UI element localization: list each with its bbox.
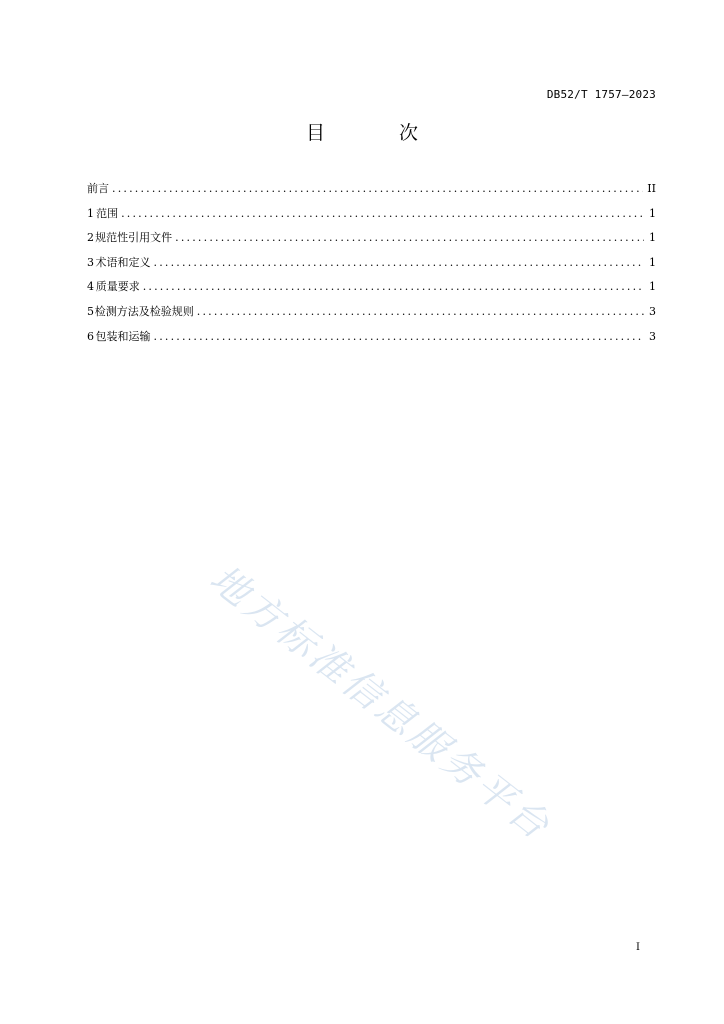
toc-leader-dots — [197, 305, 644, 318]
toc-entry-page: 3 — [649, 304, 656, 318]
toc-entry-preface[interactable] — [87, 180, 656, 205]
toc-entry-label: 规范性引用文件 — [95, 231, 173, 245]
toc-entry-page: 1 — [649, 231, 656, 245]
toc-entry-label: 前言 — [87, 182, 109, 195]
toc-entry-page: II — [647, 182, 656, 195]
toc-entry-page: 1 — [649, 255, 656, 269]
toc-entry-normative-references[interactable] — [87, 229, 656, 254]
toc-entry-scope[interactable] — [87, 205, 656, 230]
watermark: 地方标准信息服务平台 — [201, 556, 560, 850]
toc-entry-number: 2 — [87, 231, 94, 245]
page-title: 目 次 — [305, 122, 453, 144]
toc-entry-quality-requirements[interactable] — [87, 278, 656, 303]
toc-entry-page: 1 — [649, 280, 656, 294]
page-number: I — [636, 942, 640, 953]
toc-leader-dots — [154, 256, 644, 269]
toc-entry-label: 质量要求 — [95, 280, 140, 294]
toc-leader-dots — [112, 182, 643, 195]
toc-entry-number: 6 — [87, 329, 94, 343]
toc-leader-dots — [175, 231, 644, 244]
toc-entry-terms-definitions[interactable] — [87, 254, 656, 279]
document-number: DB52/T 1757—2023 — [546, 88, 656, 101]
toc-entry-test-methods[interactable] — [87, 303, 656, 328]
toc-leader-dots — [154, 330, 644, 343]
toc-entry-label: 术语和定义 — [95, 255, 151, 269]
toc-entry-label: 范围 — [96, 206, 119, 220]
toc-leader-dots — [143, 280, 644, 293]
toc-entry-page: 1 — [649, 206, 656, 220]
toc-entry-number: 5 — [87, 304, 94, 318]
toc-leader-dots — [121, 207, 644, 220]
table-of-contents — [87, 180, 656, 352]
toc-entry-packaging-transport[interactable] — [87, 328, 656, 353]
toc-entry-page: 3 — [649, 329, 656, 343]
toc-entry-label: 包装和运输 — [95, 329, 151, 343]
toc-entry-number: 3 — [87, 255, 94, 269]
toc-entry-number: 4 — [87, 280, 94, 294]
toc-entry-number: 1 — [87, 206, 94, 220]
toc-entry-label: 检测方法及检验规则 — [94, 304, 194, 318]
